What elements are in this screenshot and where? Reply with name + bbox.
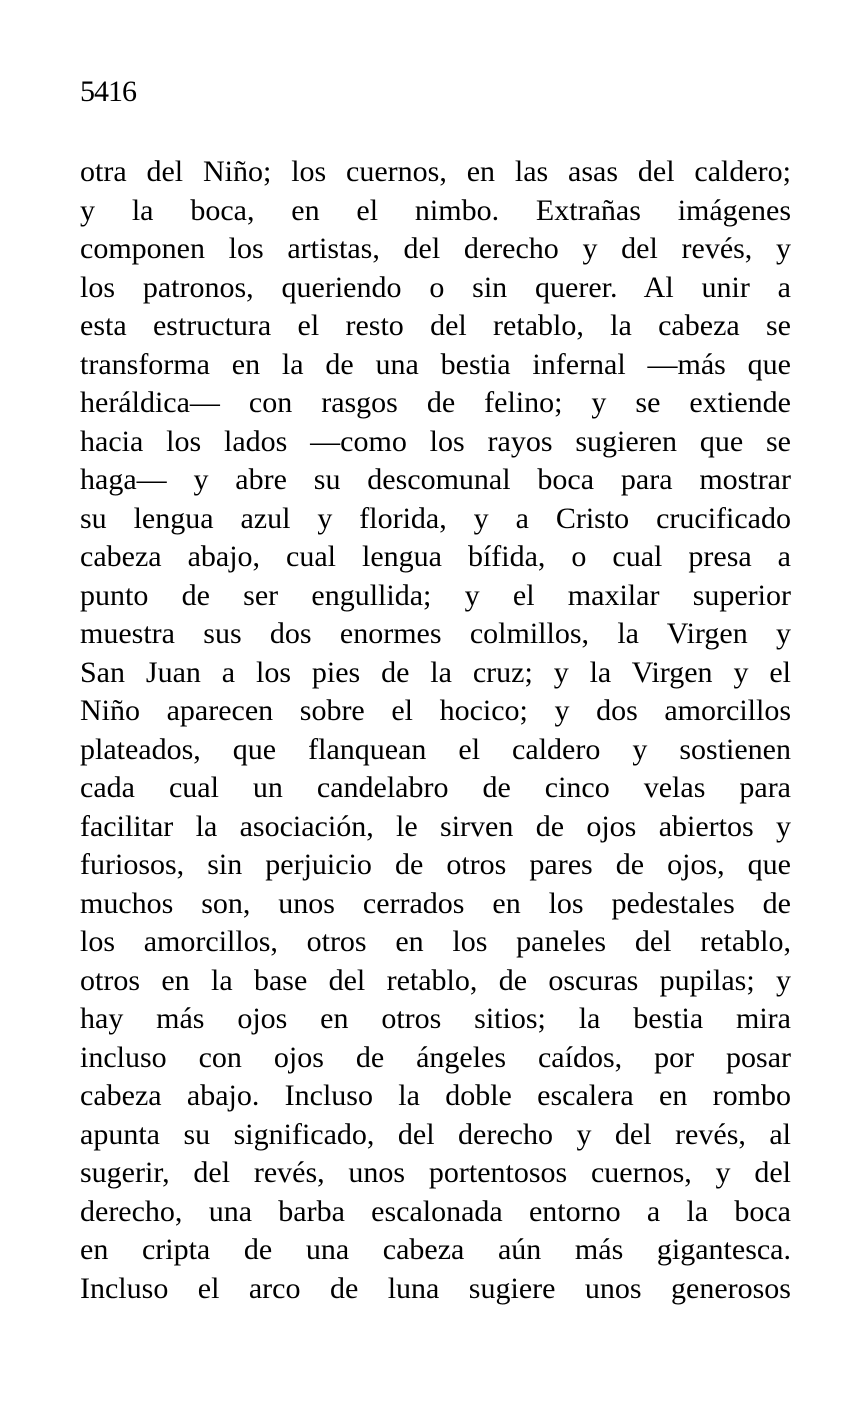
text-line: derecho, una barba escalonada entorno a la boca bbox=[80, 1194, 791, 1228]
text-line: su lengua azul y florida, y a Cristo crucificado bbox=[80, 501, 791, 535]
text-line: transforma en la de una bestia infernal —más que bbox=[80, 347, 791, 381]
text-line: componen los artistas, del derecho y del revés, y bbox=[80, 232, 791, 265]
text-line: los amorcillos, otros en los paneles del retablo, bbox=[80, 925, 791, 958]
text-line: furiosos, sin perjuicio de otros pares de ojos, que bbox=[80, 848, 791, 881]
text-line: haga— y abre su descomunal boca para mostrar bbox=[80, 463, 791, 496]
text-line: hacia los lados —como los rayos sugieren que se bbox=[80, 424, 791, 458]
text-line: plateados, que flanquean el caldero y sostienen bbox=[80, 732, 791, 766]
text-line: otra del Niño; los cuernos, en las asas del caldero; bbox=[80, 155, 791, 188]
text-line: cabeza abajo. Incluso la doble escalera en rombo bbox=[80, 1079, 791, 1112]
text-line: facilitar la asociación, le sirven de ojos abiertos y bbox=[80, 809, 791, 843]
page-number: 5416 bbox=[80, 75, 136, 108]
text-line: muestra sus dos enormes colmillos, la Virgen y bbox=[80, 617, 791, 650]
text-line: hay más ojos en otros sitios; la bestia mira bbox=[80, 1002, 791, 1035]
text-line: otros en la base del retablo, de oscuras pupilas; y bbox=[80, 963, 791, 997]
text-line: incluso con ojos de ángeles caídos, por posar bbox=[80, 1040, 791, 1074]
text-line: punto de ser engullida; y el maxilar superior bbox=[80, 578, 791, 612]
text-line: cabeza abajo, cual lengua bífida, o cual presa a bbox=[80, 540, 791, 573]
text-line: cada cual un candelabro de cinco velas para bbox=[80, 771, 791, 804]
text-line: los patronos, queriendo o sin querer. Al unir a bbox=[80, 270, 791, 304]
text-line: muchos son, unos cerrados en los pedestales de bbox=[80, 886, 791, 920]
text-line: sugerir, del revés, unos portentosos cuernos, y del bbox=[80, 1156, 791, 1189]
text-line: esta estructura el resto del retablo, la cabeza se bbox=[80, 309, 791, 342]
body-text-block bbox=[80, 153, 791, 1308]
text-line: heráldica— con rasgos de felino; y se extiende bbox=[80, 386, 791, 419]
text-line: apunta su significado, del derecho y del revés, al bbox=[80, 1117, 791, 1151]
text-line: y la boca, en el nimbo. Extrañas imágenes bbox=[80, 193, 791, 227]
text-line: Niño aparecen sobre el hocico; y dos amorcillos bbox=[80, 694, 791, 727]
text-line: Incluso el arco de luna sugiere unos generosos bbox=[80, 1271, 791, 1305]
text-line: San Juan a los pies de la cruz; y la Virgen y el bbox=[80, 655, 791, 689]
text-line: en cripta de una cabeza aún más gigantesca. bbox=[80, 1233, 791, 1266]
